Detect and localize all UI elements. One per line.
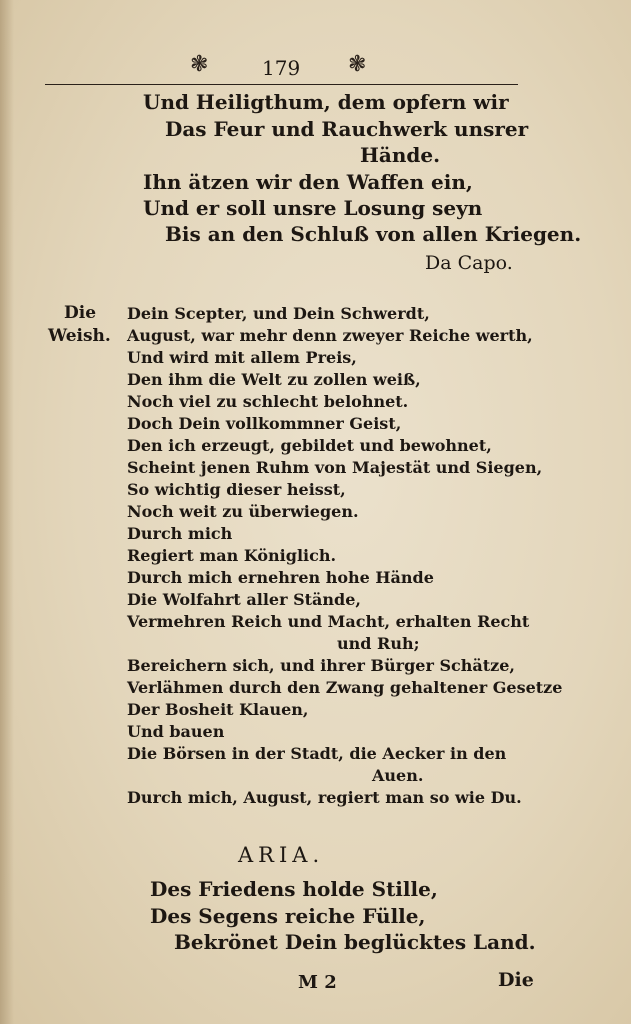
recitative-line: Den ihm die Welt zu zollen weiß, bbox=[127, 370, 421, 389]
recitative-line: Scheint jenen Ruhm von Majestät und Siegen, bbox=[127, 458, 543, 477]
recitative-line: Und bauen bbox=[127, 722, 225, 741]
aria-line: Des Segens reiche Fülle, bbox=[150, 904, 426, 928]
recitative-line: August, war mehr denn zweyer Reiche werth, bbox=[127, 326, 533, 345]
header-rule bbox=[45, 84, 518, 85]
aria-line: Bekrönet Dein beglücktes Land. bbox=[174, 930, 536, 954]
aria-heading: ARIA. bbox=[238, 843, 325, 867]
catchword: Die bbox=[498, 969, 534, 991]
page-header bbox=[0, 52, 631, 82]
recitative-line: Durch mich, August, regiert man so wie Du. bbox=[127, 788, 522, 807]
signature-mark: M 2 bbox=[298, 972, 337, 993]
recitative-line: Die Börsen in der Stadt, die Aecker in den bbox=[127, 744, 507, 763]
speaker-label: Weish. bbox=[48, 326, 111, 346]
recitative-line: Der Bosheit Klauen, bbox=[127, 700, 309, 719]
stanza1-line: Und er soll unsre Losung seyn bbox=[143, 196, 483, 220]
recitative-line: Noch viel zu schlecht belohnet. bbox=[127, 392, 409, 411]
stanza1-line: Das Feur und Rauchwerk unsrer bbox=[165, 117, 529, 141]
stanza1-line: Bis an den Schluß von allen Kriegen. bbox=[165, 222, 582, 246]
recitative-line: und Ruh; bbox=[337, 634, 420, 653]
recitative-line: Durch mich ernehren hohe Hände bbox=[127, 568, 434, 587]
recitative-line: Auen. bbox=[372, 766, 424, 785]
recitative-line: Regiert man Königlich. bbox=[127, 546, 337, 565]
recitative-line: So wichtig dieser heisst, bbox=[127, 480, 346, 499]
speaker-label: Die bbox=[64, 303, 97, 323]
recitative-line: Den ich erzeugt, gebildet und bewohnet, bbox=[127, 436, 492, 455]
recitative-line: Vermehren Reich und Macht, erhalten Recht bbox=[127, 612, 530, 631]
recitative-line: Noch weit zu überwiegen. bbox=[127, 502, 359, 521]
recitative-line: Durch mich bbox=[127, 524, 233, 543]
aria-line: Des Friedens holde Stille, bbox=[150, 877, 438, 901]
stanza1-line: Ihn ätzen wir den Waffen ein, bbox=[143, 170, 473, 194]
page-gutter-shadow bbox=[0, 0, 14, 1024]
recitative-line: Und wird mit allem Preis, bbox=[127, 348, 357, 367]
recitative-line: Bereichern sich, und ihrer Bürger Schätze, bbox=[127, 656, 515, 675]
ornament-left-icon: ❃ bbox=[190, 52, 209, 77]
stanza1-line: Und Heiligthum, dem opfern wir bbox=[143, 90, 509, 114]
recitative-line: Die Wolfahrt aller Stände, bbox=[127, 590, 361, 609]
recitative-line: Verlähmen durch den Zwang gehaltener Gesetze bbox=[127, 678, 563, 697]
page-number: 179 bbox=[262, 56, 301, 80]
recitative-line: Doch Dein vollkommner Geist, bbox=[127, 414, 402, 433]
ornament-right-icon: ❃ bbox=[348, 52, 367, 77]
recitative-line: Dein Scepter, und Dein Schwerdt, bbox=[127, 304, 430, 323]
da-capo: Da Capo. bbox=[425, 252, 513, 274]
stanza1-line: Hände. bbox=[360, 143, 441, 167]
